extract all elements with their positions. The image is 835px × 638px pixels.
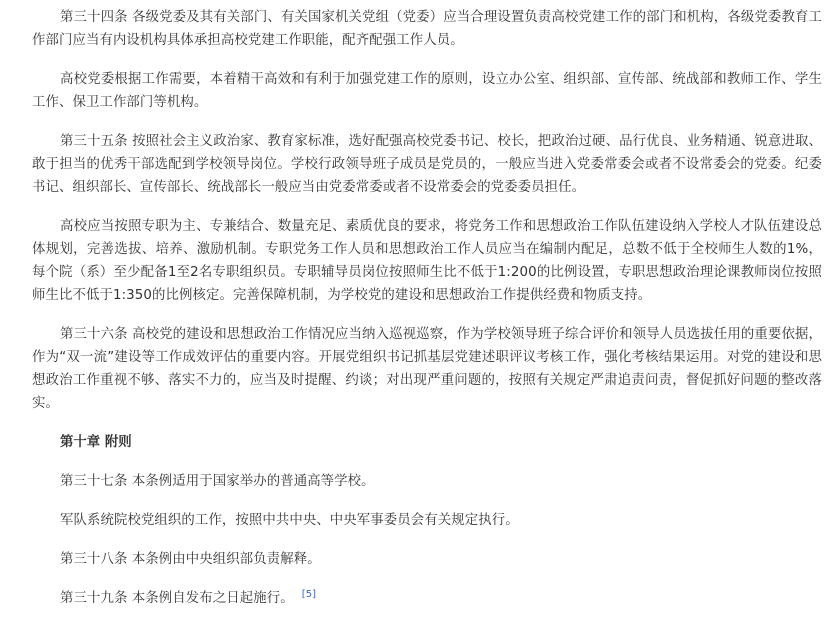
article-text: 各级党委及其有关部门、有关国家机关党组（党委）应当合理设置负责高校党建工作的部门和机构，各级党委教育工作部门应当有内设机构具体承担高校党建工作职能，配齐配强工作人员。 bbox=[32, 10, 823, 48]
chapter-title: 附则 bbox=[104, 435, 132, 450]
paragraph-text: 高校应当按照专职为主、专兼结合、数量充足、素质优良的要求，将党务工作和思想政治工作队伍建设纳入学校人才队伍建设总体规划，完善选拔、培养、激励机制。专职党务工作人员和思想政治工作人员应当在编制内配足，总数不低于全校师生人数的1%，每个院（系）至少配备1至2名专职组织员。专职辅导员岗位按照师生比不低于1:200的比例设置，专职思想政治理论课教师岗位按照师生比不低于1:350的比例核定。完善保障机制，为学校党的建设和思想政治工作提供经费和物质支持。 bbox=[32, 219, 822, 303]
article-number: 第三十五条 bbox=[60, 134, 128, 149]
article-number: 第三十七条 bbox=[60, 474, 128, 489]
article-text: 高校党的建设和思想政治工作情况应当纳入巡视巡察，作为学校领导班子综合评价和领导人员选拔任用的重要依据，作为“双一流”建设等工作成效评估的重要内容。开展党组织书记抓基层党建述职评议考核工作，强化考核结果运用。对党的建设和思想政治工作重视不够、落实不力的，应当及时提醒、约谈；对出现严重问题的，按照有关规定严肃追责问责，督促抓好问题的整改落实。 bbox=[32, 327, 823, 411]
article-number: 第三十四条 bbox=[60, 10, 128, 25]
article-number: 第三十六条 bbox=[60, 327, 128, 342]
article-34-para-2 bbox=[32, 68, 822, 114]
article-number: 第三十八条 bbox=[60, 552, 128, 567]
chapter-number: 第十章 bbox=[60, 435, 101, 450]
article-36 bbox=[32, 323, 822, 415]
article-number: 第三十九条 bbox=[60, 591, 128, 606]
article-text: 按照社会主义政治家、教育家标准，选好配强高校党委书记、校长，把政治过硬、品行优良、业务精通、锐意进取、敢于担当的优秀干部选配到学校领导岗位。学校行政领导班子成员是党员的，一般应当进入党委常委会或者不设常委会的党委。纪委书记、组织部长、宣传部长、统战部长一般应当由党委常委或者不设常委会的党委委员担任。 bbox=[32, 134, 823, 195]
paragraph-text: 高校党委根据工作需要，本着精干高效和有利于加强党建工作的原则，设立办公室、组织部、宣传部、统战部和教师工作、学生工作、保卫工作部门等机构。 bbox=[32, 72, 822, 110]
article-37 bbox=[32, 470, 822, 493]
article-37-para-2 bbox=[32, 509, 822, 532]
chapter-heading bbox=[32, 431, 822, 454]
article-text: 本条例自发布之日起施行。 bbox=[131, 591, 294, 606]
paragraph-text: 军队系统院校党组织的工作，按照中共中央、中央军事委员会有关规定执行。 bbox=[60, 513, 519, 528]
article-34 bbox=[32, 6, 822, 52]
article-text: 本条例适用于国家举办的普通高等学校。 bbox=[131, 474, 375, 489]
document-body bbox=[32, 0, 822, 610]
article-35 bbox=[32, 130, 822, 199]
article-text: 本条例由中央组织部负责解释。 bbox=[131, 552, 321, 567]
reference-link[interactable]: [5] bbox=[301, 588, 317, 600]
article-38 bbox=[32, 548, 822, 571]
article-39 bbox=[32, 587, 822, 610]
article-35-para-2 bbox=[32, 215, 822, 307]
